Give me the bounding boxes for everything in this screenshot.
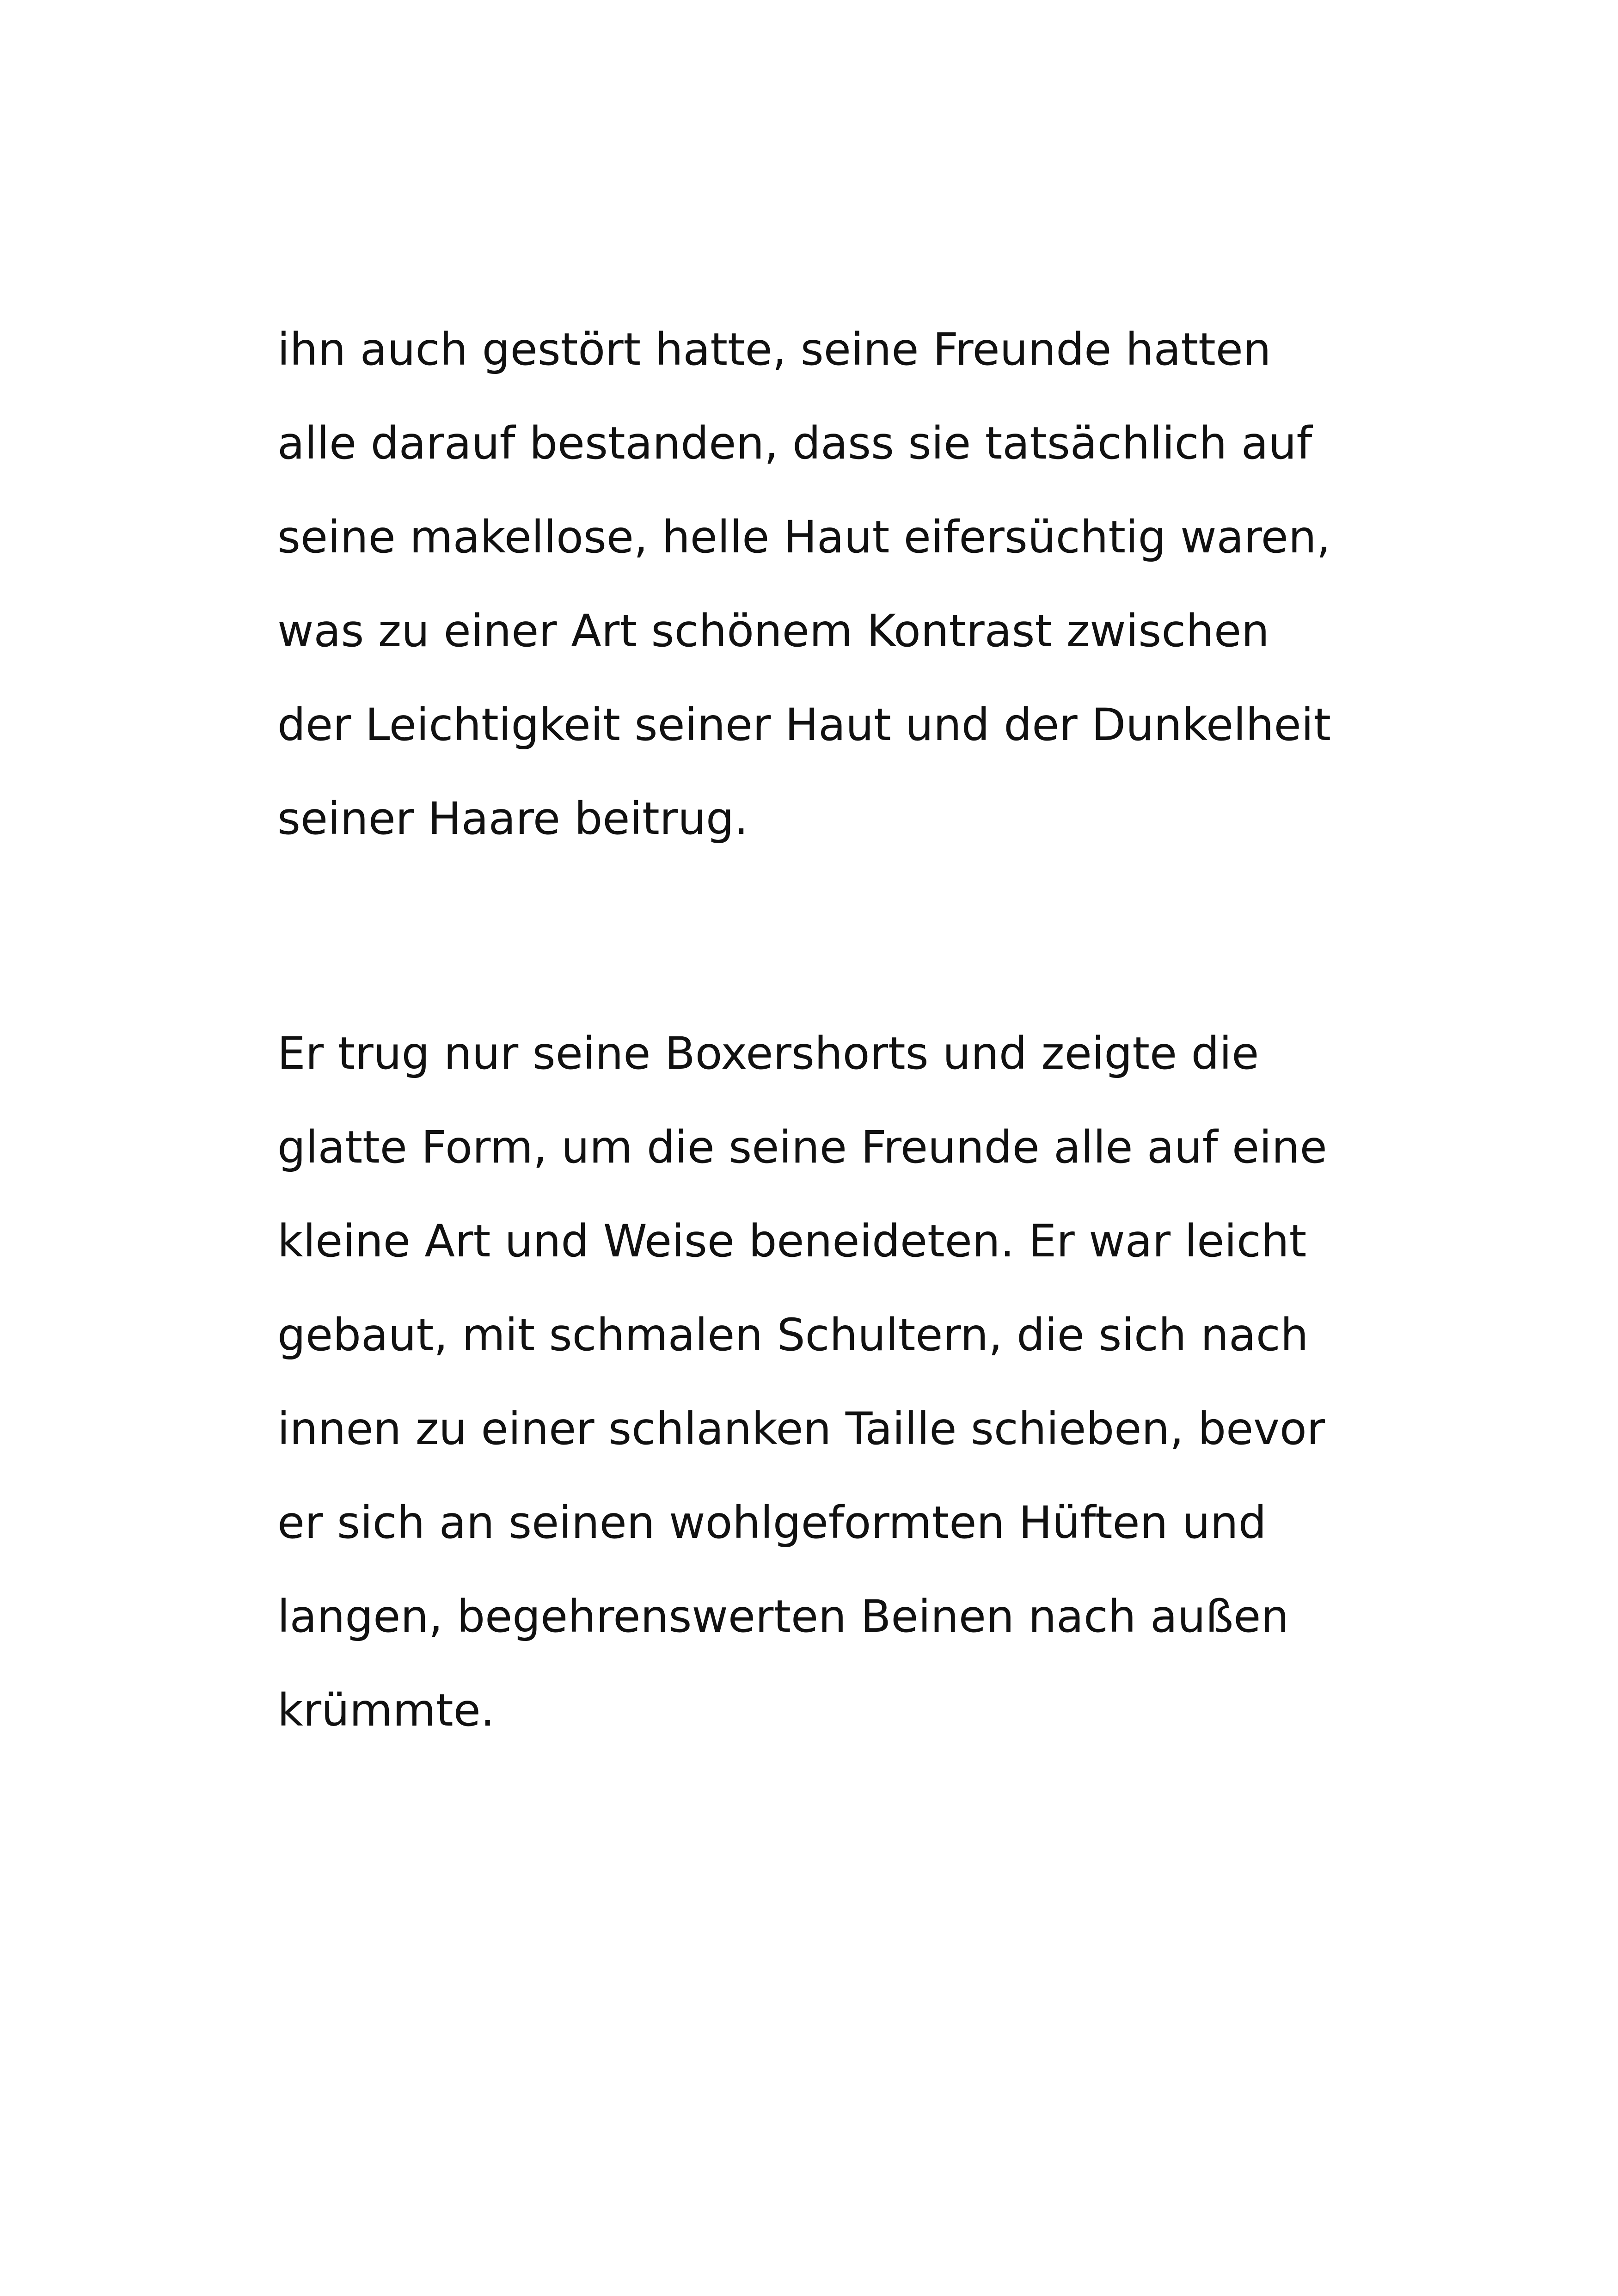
text-line: kleine Art und Weise beneideten. Er war leicht bbox=[277, 1215, 1307, 1267]
text-line: was zu einer Art schönem Kontrast zwischen bbox=[277, 605, 1269, 657]
text-line: krümmte. bbox=[277, 1684, 495, 1736]
text-line: alle darauf bestanden, dass sie tatsächlich auf bbox=[277, 417, 1312, 469]
paragraph bbox=[277, 303, 1331, 866]
text-line: ihn auch gestört hatte, seine Freunde hatten bbox=[277, 324, 1271, 375]
text-line: langen, begehrenswerten Beinen nach außen bbox=[277, 1591, 1289, 1642]
paragraph bbox=[277, 1007, 1327, 1757]
text-line: glatte Form, um die seine Freunde alle auf eine bbox=[277, 1121, 1327, 1173]
text-line: der Leichtigkeit seiner Haut und der Dunkelheit bbox=[277, 699, 1331, 751]
text-line: seiner Haare beitrug. bbox=[277, 793, 748, 845]
text-line: Er trug nur seine Boxershorts und zeigte die bbox=[277, 1028, 1259, 1079]
text-line: innen zu einer schlanken Taille schieben, bevor bbox=[277, 1403, 1325, 1455]
text-line: seine makellose, helle Haut eifersüchtig waren, bbox=[277, 511, 1331, 563]
text-line: er sich an seinen wohlgeformten Hüften und bbox=[277, 1497, 1267, 1549]
text-line: gebaut, mit schmalen Schultern, die sich nach bbox=[277, 1309, 1309, 1361]
